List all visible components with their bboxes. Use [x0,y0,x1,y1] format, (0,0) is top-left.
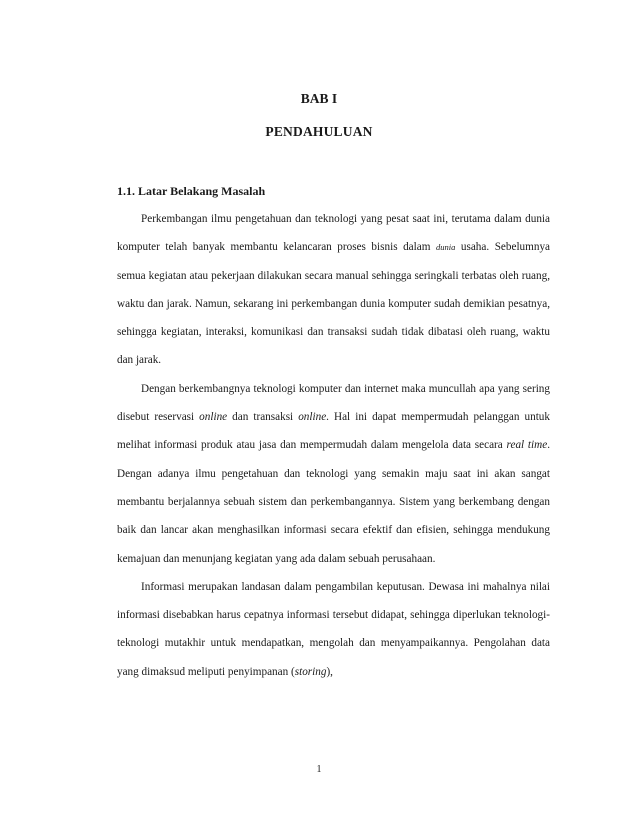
paragraph-text: usaha. Sebelumnya semua kegiatan atau pekerjaan dilakukan secara manual sehingga seringkali terbatas oleh ruang, waktu dan jarak. Namun, sekarang ini perkembangan dunia komputer sudah demikian pesatnya, sehingga kegiatan, interaksi, komunikasi dan transaksi sudah tidak dibatasi oleh ruang, waktu dan jarak. [117,241,551,367]
section-heading: 1.1. Latar Belakang Masalah [117,184,266,198]
italic-term: online [298,411,327,424]
page-number: 1 [316,764,322,775]
body-text [117,205,550,686]
italic-term: real time [506,439,548,452]
paragraph-2 [117,375,550,573]
italic-term: storing [294,665,327,678]
paragraph-3 [117,573,550,686]
paragraph-text: Perkembangan ilmu pengetahuan dan teknologi yang pesat saat ini, terutama dalam dunia komputer telah banyak membantu kelancaran proses bisnis dalam [117,213,550,254]
paragraph-text: Dengan berkembangnya teknologi komputer dan internet maka muncullah apa yang sering disebut reservasi [117,382,550,424]
paragraph-text: . Dengan adanya ilmu pengetahuan dan teknologi yang semakin maju saat ini akan sangat membantu berjalannya sebuah sistem dan perkembangannya. Sistem yang berkembang dengan baik dan lancar akan menghasilkan informasi secara efektif dan efisien, sehingga mendukung kemajuan dan menunjang kegiatan yang ada dalam sebuah perusahaan. [117,439,550,565]
paragraph-text: . Hal ini dapat mempermudah pelanggan untuk melihat informasi produk atau jasa dan mempermudah dalam mengelola data secara [117,411,550,452]
paragraph-text: Informasi merupakan landasan dalam pengambilan keputusan. Dewasa ini mahalnya nilai informasi disebabkan harus cepatnya informasi tersebut didapat, sehingga diperlukan teknologi-teknologi mutakhir untuk mendapatkan, mengolah dan menyampaikannya. Pengolahan data yang dimaksud meliputi penyimpanan ( [117,580,550,678]
italic-term: online [199,411,228,424]
paragraph-text: dan transaksi [227,411,299,424]
paragraph-text: ), [326,665,333,678]
paragraph-1 [117,205,550,375]
chapter-number: BAB I [300,91,338,106]
italic-term: dunia [435,242,456,253]
chapter-title: PENDAHULUAN [265,124,373,139]
